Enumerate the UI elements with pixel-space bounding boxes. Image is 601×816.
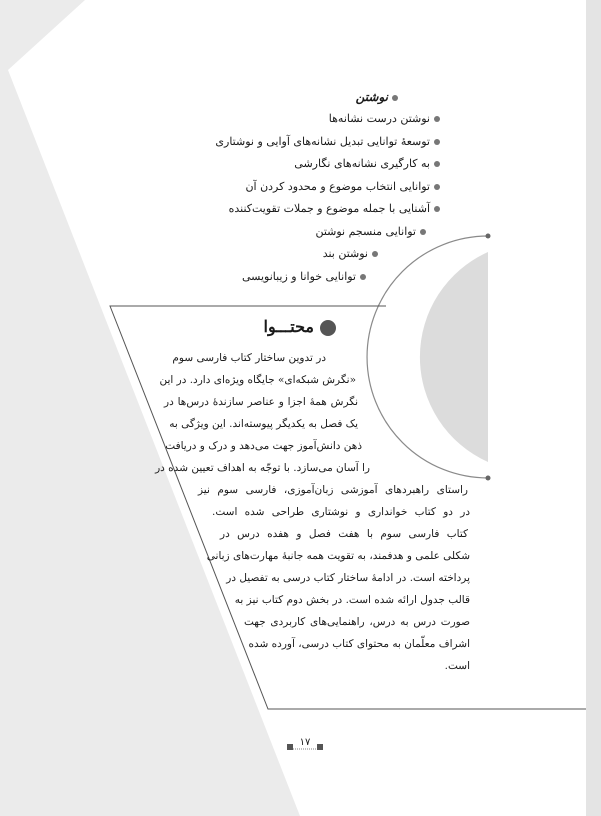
list-item xyxy=(150,153,448,176)
paragraph-line: نگرش همهٔ اجزا و عناصر سازندهٔ درس‌ها در xyxy=(164,396,358,408)
arc-dot-bottom xyxy=(486,476,491,481)
title-dot-icon xyxy=(320,320,336,336)
bullet-icon xyxy=(434,139,440,145)
bullet-icon xyxy=(392,95,398,101)
bullet-icon xyxy=(434,161,440,167)
page-number: ۱۷ xyxy=(299,737,311,748)
list-item-text: توانایی خوانا و زیبانویسی xyxy=(241,269,356,283)
list-item xyxy=(150,221,448,244)
bullet-icon xyxy=(434,184,440,190)
content-title xyxy=(200,314,336,340)
paragraph-line: را آسان می‌سازد. با توجّه به اهداف تعیین شده در xyxy=(155,462,370,474)
paragraph-line: صورت درس به درس، راهنمایی‌های کاربردی جهت xyxy=(244,616,470,628)
paragraph-line: در دو کتاب خوانداری و نوشتاری طراحی شده است. xyxy=(212,506,470,518)
list-item-text: به کارگیری نشانه‌های نگارشی xyxy=(294,157,430,170)
list-item-text: آشنایی با جمله موضوع و جملات تقویت‌کننده xyxy=(228,202,430,215)
paragraph-line: کتاب فارسی سوم با هفت فصل و هفده درس در xyxy=(220,528,468,540)
list-item xyxy=(150,108,448,131)
paragraph-line: شکلی علمی و هدفمند، به تقویت همه جانبهٔ مهارت‌های زبانی xyxy=(206,550,470,562)
paragraph-line: پرداخته است. در ادامهٔ ساختار کتاب درسی به تفصیل در xyxy=(226,572,470,584)
bullet-icon xyxy=(420,229,426,235)
content-title-text: محتـــوا xyxy=(263,317,314,336)
list-item xyxy=(150,266,448,289)
list-item-text: توانایی انتخاب موضوع و محدود کردن آن xyxy=(245,179,430,193)
bullet-icon xyxy=(360,274,366,280)
list-item-text: نوشتن بند xyxy=(322,247,368,260)
bullet-icon xyxy=(434,116,440,122)
paragraph-line: «نگرش شبکه‌ای» جایگاه ویژه‌ای دارد. در این xyxy=(159,374,356,386)
list-item xyxy=(150,131,448,154)
list-item xyxy=(150,243,448,266)
list-item xyxy=(150,198,448,221)
list-item-text: نوشتن درست نشانه‌ها xyxy=(328,112,430,125)
list-item-text: توسعهٔ توانایی تبدیل نشانه‌های آوایی و نوشتاری xyxy=(215,134,430,148)
writing-list xyxy=(150,86,448,288)
paragraph-line: اشراف معلّمان به محتوای کتاب درسی، آورده شده xyxy=(248,638,470,650)
arc-dot-top xyxy=(486,234,491,239)
list-item xyxy=(150,176,448,199)
list-heading-text: نوشتن xyxy=(355,90,388,104)
list-item-text: توانایی منسجم نوشتن xyxy=(315,224,416,238)
paragraph-line: است. xyxy=(444,660,470,672)
paragraph-line: راستای راهبردهای آموزشی زبان‌آموزی، فارسی سوم نیز xyxy=(198,484,468,496)
paragraph-line: در تدوین ساختار کتاب فارسی سوم xyxy=(172,352,326,364)
bullet-icon xyxy=(434,206,440,212)
right-gray-band xyxy=(586,0,601,816)
paragraph-line: ذهن دانش‌آموز جهت می‌دهد و درک و دریافت xyxy=(165,440,362,452)
list-heading xyxy=(150,86,448,108)
paragraph-line: یک فصل به یکدیگر پیوسته‌اند. این ویژگی به xyxy=(169,418,358,430)
bullet-icon xyxy=(372,251,378,257)
paragraph-line: قالب جدول ارائه شده است. در بخش دوم کتاب نیز به xyxy=(234,594,470,606)
